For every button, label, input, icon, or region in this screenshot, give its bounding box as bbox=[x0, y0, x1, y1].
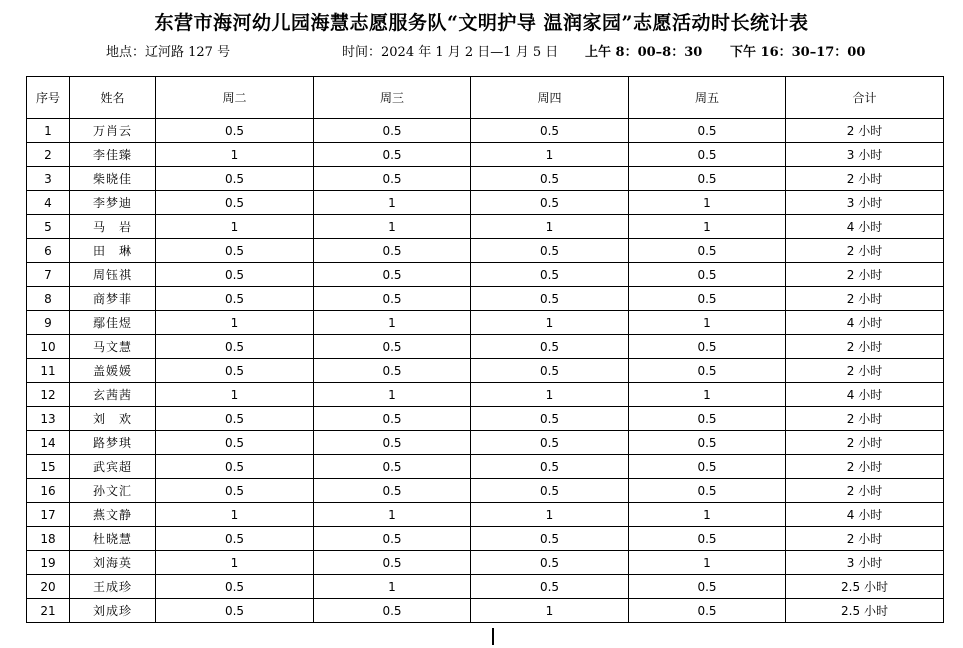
table-row bbox=[27, 263, 944, 287]
cell-wednesday: 1 bbox=[314, 503, 471, 527]
cell-tuesday: 1 bbox=[156, 215, 314, 239]
cell-wednesday: 0.5 bbox=[314, 359, 471, 383]
cell-friday: 1 bbox=[629, 551, 786, 575]
cell-no: 1 bbox=[27, 119, 70, 143]
cell-name: 商梦菲 bbox=[70, 287, 156, 311]
cell-name: 马 岩 bbox=[70, 215, 156, 239]
cell-no: 15 bbox=[27, 455, 70, 479]
table-row bbox=[27, 503, 944, 527]
cell-total: 2 小时 bbox=[786, 167, 944, 191]
cell-thursday: 1 bbox=[471, 383, 629, 407]
table-body bbox=[27, 119, 944, 623]
cell-no: 21 bbox=[27, 599, 70, 623]
cell-wednesday: 1 bbox=[314, 383, 471, 407]
cell-wednesday: 0.5 bbox=[314, 167, 471, 191]
cell-total: 4 小时 bbox=[786, 311, 944, 335]
cell-name: 路梦琪 bbox=[70, 431, 156, 455]
cell-total: 2 小时 bbox=[786, 359, 944, 383]
cell-total: 3 小时 bbox=[786, 143, 944, 167]
cell-friday: 0.5 bbox=[629, 167, 786, 191]
cell-no: 16 bbox=[27, 479, 70, 503]
cell-no: 8 bbox=[27, 287, 70, 311]
cell-total: 2 小时 bbox=[786, 455, 944, 479]
cell-wednesday: 0.5 bbox=[314, 527, 471, 551]
table-row bbox=[27, 599, 944, 623]
cell-thursday: 0.5 bbox=[471, 263, 629, 287]
cell-wednesday: 0.5 bbox=[314, 119, 471, 143]
cell-no: 7 bbox=[27, 263, 70, 287]
header-no: 序号 bbox=[27, 77, 70, 119]
cell-friday: 1 bbox=[629, 383, 786, 407]
cell-name: 玄茜茜 bbox=[70, 383, 156, 407]
cell-total: 2 小时 bbox=[786, 527, 944, 551]
cell-thursday: 0.5 bbox=[471, 359, 629, 383]
table-row bbox=[27, 335, 944, 359]
afternoon-time-text: 下午 16：30–17：00 bbox=[730, 45, 866, 60]
cell-tuesday: 0.5 bbox=[156, 191, 314, 215]
cell-wednesday: 1 bbox=[314, 311, 471, 335]
cell-tuesday: 0.5 bbox=[156, 119, 314, 143]
header-thursday: 周四 bbox=[471, 77, 629, 119]
table-row bbox=[27, 383, 944, 407]
cell-total: 2 小时 bbox=[786, 431, 944, 455]
table-row bbox=[27, 359, 944, 383]
cell-total: 2 小时 bbox=[786, 263, 944, 287]
cell-no: 3 bbox=[27, 167, 70, 191]
cell-wednesday: 1 bbox=[314, 191, 471, 215]
cell-tuesday: 1 bbox=[156, 143, 314, 167]
cell-no: 12 bbox=[27, 383, 70, 407]
cell-no: 4 bbox=[27, 191, 70, 215]
cell-total: 2 小时 bbox=[786, 287, 944, 311]
cell-total: 2.5 小时 bbox=[786, 599, 944, 623]
cell-wednesday: 0.5 bbox=[314, 551, 471, 575]
cell-thursday: 0.5 bbox=[471, 575, 629, 599]
table-row bbox=[27, 455, 944, 479]
cell-no: 6 bbox=[27, 239, 70, 263]
document-title: 东营市海河幼儿园海慧志愿服务队“文明护导 温润家园”志愿活动时长统计表 bbox=[154, 12, 809, 34]
cell-wednesday: 0.5 bbox=[314, 479, 471, 503]
cell-friday: 0.5 bbox=[629, 599, 786, 623]
cell-friday: 0.5 bbox=[629, 407, 786, 431]
cell-thursday: 1 bbox=[471, 311, 629, 335]
cell-name: 周钰祺 bbox=[70, 263, 156, 287]
cell-friday: 1 bbox=[629, 191, 786, 215]
cell-friday: 0.5 bbox=[629, 431, 786, 455]
cell-tuesday: 0.5 bbox=[156, 263, 314, 287]
cell-no: 5 bbox=[27, 215, 70, 239]
cell-tuesday: 0.5 bbox=[156, 431, 314, 455]
cell-thursday: 0.5 bbox=[471, 167, 629, 191]
cell-total: 2 小时 bbox=[786, 239, 944, 263]
cell-name: 刘海英 bbox=[70, 551, 156, 575]
cell-friday: 0.5 bbox=[629, 239, 786, 263]
cell-thursday: 0.5 bbox=[471, 119, 629, 143]
cell-total: 2 小时 bbox=[786, 119, 944, 143]
morning-time-text: 上午 8：00–8：30 bbox=[585, 45, 703, 60]
cell-friday: 0.5 bbox=[629, 527, 786, 551]
cell-friday: 1 bbox=[629, 215, 786, 239]
cell-friday: 0.5 bbox=[629, 359, 786, 383]
cell-no: 18 bbox=[27, 527, 70, 551]
table-row bbox=[27, 239, 944, 263]
cell-tuesday: 0.5 bbox=[156, 287, 314, 311]
cell-wednesday: 0.5 bbox=[314, 431, 471, 455]
cell-wednesday: 0.5 bbox=[314, 143, 471, 167]
cell-friday: 0.5 bbox=[629, 119, 786, 143]
header-tuesday: 周二 bbox=[156, 77, 314, 119]
cell-tuesday: 0.5 bbox=[156, 239, 314, 263]
table-row bbox=[27, 431, 944, 455]
cell-tuesday: 0.5 bbox=[156, 407, 314, 431]
cell-friday: 0.5 bbox=[629, 575, 786, 599]
cell-total: 2 小时 bbox=[786, 479, 944, 503]
cell-tuesday: 1 bbox=[156, 503, 314, 527]
cell-thursday: 1 bbox=[471, 599, 629, 623]
table-header-row bbox=[27, 77, 944, 119]
cell-total: 4 小时 bbox=[786, 503, 944, 527]
table-row bbox=[27, 167, 944, 191]
cell-friday: 0.5 bbox=[629, 287, 786, 311]
cell-tuesday: 0.5 bbox=[156, 359, 314, 383]
table-row bbox=[27, 575, 944, 599]
cell-total: 3 小时 bbox=[786, 191, 944, 215]
cell-wednesday: 0.5 bbox=[314, 455, 471, 479]
cell-thursday: 0.5 bbox=[471, 335, 629, 359]
cell-wednesday: 0.5 bbox=[314, 287, 471, 311]
table-row bbox=[27, 191, 944, 215]
cell-name: 马文慧 bbox=[70, 335, 156, 359]
cell-tuesday: 0.5 bbox=[156, 167, 314, 191]
cell-total: 2.5 小时 bbox=[786, 575, 944, 599]
header-friday: 周五 bbox=[629, 77, 786, 119]
cell-wednesday: 0.5 bbox=[314, 239, 471, 263]
cell-tuesday: 1 bbox=[156, 383, 314, 407]
cell-total: 4 小时 bbox=[786, 215, 944, 239]
cell-tuesday: 0.5 bbox=[156, 455, 314, 479]
cell-no: 11 bbox=[27, 359, 70, 383]
cell-no: 2 bbox=[27, 143, 70, 167]
cell-thursday: 1 bbox=[471, 503, 629, 527]
cell-total: 4 小时 bbox=[786, 383, 944, 407]
header-total: 合计 bbox=[786, 77, 944, 119]
cell-name: 盖媛媛 bbox=[70, 359, 156, 383]
cell-tuesday: 0.5 bbox=[156, 575, 314, 599]
cell-no: 10 bbox=[27, 335, 70, 359]
cell-name: 田 琳 bbox=[70, 239, 156, 263]
cell-wednesday: 0.5 bbox=[314, 407, 471, 431]
table-row bbox=[27, 143, 944, 167]
cell-friday: 0.5 bbox=[629, 263, 786, 287]
table-row bbox=[27, 551, 944, 575]
cell-tuesday: 0.5 bbox=[156, 599, 314, 623]
cell-total: 3 小时 bbox=[786, 551, 944, 575]
cell-name: 鄢佳煜 bbox=[70, 311, 156, 335]
table-row bbox=[27, 215, 944, 239]
location-text: 地点：辽河路 127 号 bbox=[106, 45, 231, 60]
cell-tuesday: 0.5 bbox=[156, 335, 314, 359]
cell-friday: 1 bbox=[629, 503, 786, 527]
cell-friday: 1 bbox=[629, 311, 786, 335]
cell-name: 李佳臻 bbox=[70, 143, 156, 167]
cell-thursday: 0.5 bbox=[471, 191, 629, 215]
cell-no: 13 bbox=[27, 407, 70, 431]
cell-friday: 0.5 bbox=[629, 455, 786, 479]
cell-name: 刘成珍 bbox=[70, 599, 156, 623]
cell-friday: 0.5 bbox=[629, 335, 786, 359]
cell-no: 14 bbox=[27, 431, 70, 455]
cell-tuesday: 1 bbox=[156, 311, 314, 335]
cell-name: 李梦迪 bbox=[70, 191, 156, 215]
cell-name: 武宾超 bbox=[70, 455, 156, 479]
header-name: 姓名 bbox=[70, 77, 156, 119]
cell-thursday: 0.5 bbox=[471, 479, 629, 503]
cell-thursday: 1 bbox=[471, 215, 629, 239]
cell-thursday: 0.5 bbox=[471, 431, 629, 455]
cell-name: 刘 欢 bbox=[70, 407, 156, 431]
cell-name: 柴晓佳 bbox=[70, 167, 156, 191]
cell-thursday: 0.5 bbox=[471, 239, 629, 263]
cell-wednesday: 0.5 bbox=[314, 263, 471, 287]
table-row bbox=[27, 479, 944, 503]
cell-thursday: 0.5 bbox=[471, 527, 629, 551]
text-cursor bbox=[492, 628, 494, 645]
header-wednesday: 周三 bbox=[314, 77, 471, 119]
cell-no: 20 bbox=[27, 575, 70, 599]
cell-wednesday: 1 bbox=[314, 575, 471, 599]
cell-thursday: 1 bbox=[471, 143, 629, 167]
table-row bbox=[27, 119, 944, 143]
date-range-text: 时间：2024 年 1 月 2 日—1 月 5 日 bbox=[342, 45, 559, 60]
cell-total: 2 小时 bbox=[786, 335, 944, 359]
cell-friday: 0.5 bbox=[629, 143, 786, 167]
cell-name: 孙文汇 bbox=[70, 479, 156, 503]
cell-no: 17 bbox=[27, 503, 70, 527]
volunteer-hours-table bbox=[26, 76, 944, 623]
cell-wednesday: 0.5 bbox=[314, 599, 471, 623]
cell-tuesday: 1 bbox=[156, 551, 314, 575]
cell-no: 19 bbox=[27, 551, 70, 575]
cell-wednesday: 0.5 bbox=[314, 335, 471, 359]
cell-tuesday: 0.5 bbox=[156, 479, 314, 503]
cell-name: 王成珍 bbox=[70, 575, 156, 599]
cell-thursday: 0.5 bbox=[471, 407, 629, 431]
cell-name: 万肖云 bbox=[70, 119, 156, 143]
cell-no: 9 bbox=[27, 311, 70, 335]
cell-thursday: 0.5 bbox=[471, 455, 629, 479]
cell-friday: 0.5 bbox=[629, 479, 786, 503]
table-row bbox=[27, 527, 944, 551]
cell-wednesday: 1 bbox=[314, 215, 471, 239]
table-row bbox=[27, 287, 944, 311]
cell-thursday: 0.5 bbox=[471, 551, 629, 575]
cell-name: 燕文静 bbox=[70, 503, 156, 527]
cell-name: 杜晓慧 bbox=[70, 527, 156, 551]
cell-total: 2 小时 bbox=[786, 407, 944, 431]
cell-tuesday: 0.5 bbox=[156, 527, 314, 551]
table-row bbox=[27, 311, 944, 335]
table-row bbox=[27, 407, 944, 431]
cell-thursday: 0.5 bbox=[471, 287, 629, 311]
